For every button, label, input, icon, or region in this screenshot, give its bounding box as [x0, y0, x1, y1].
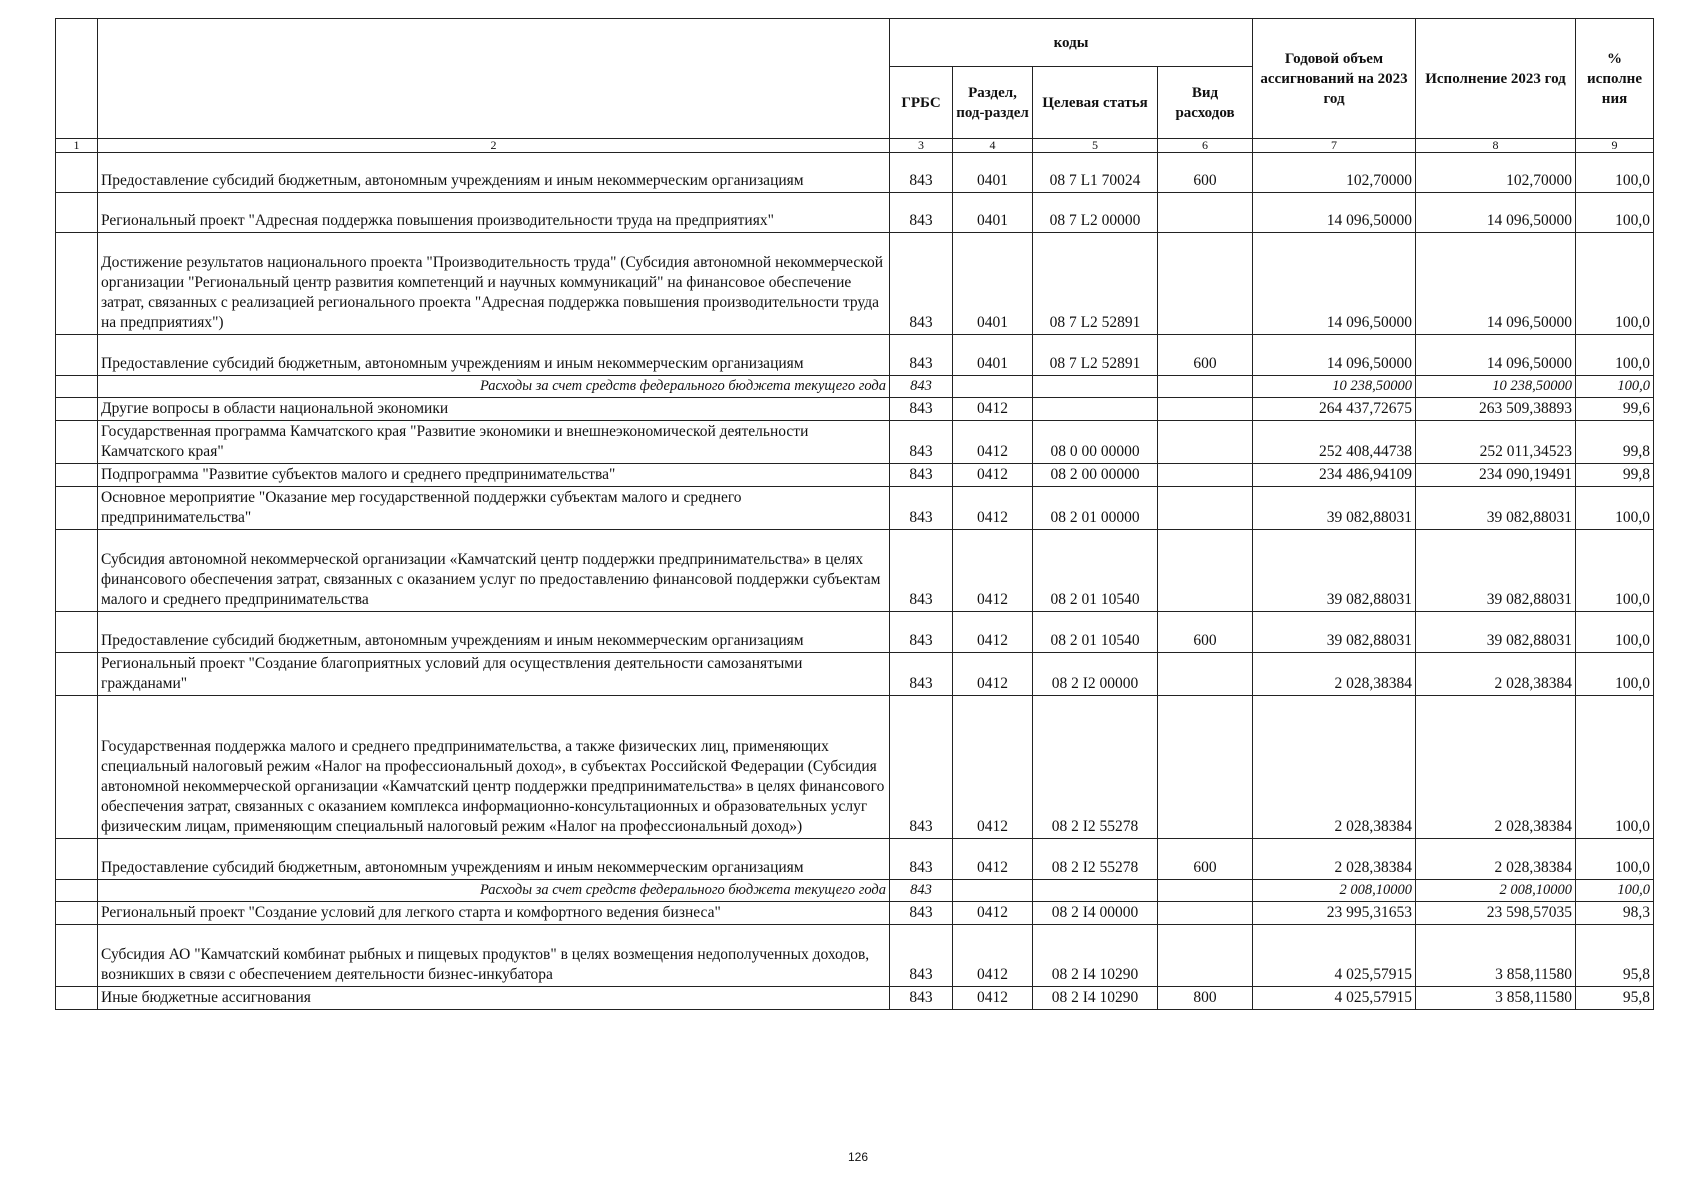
- header-execution: Исполнение 2023 год: [1416, 19, 1576, 139]
- annual-cell: 102,70000: [1253, 153, 1416, 193]
- execution-cell: 263 509,38893: [1416, 398, 1576, 421]
- header-annual: Годовой объем ассигнований на 2023 год: [1253, 19, 1416, 139]
- execution-cell: 3 858,11580: [1416, 987, 1576, 1010]
- column-number: 6: [1158, 139, 1253, 153]
- grbs-cell: 843: [890, 653, 953, 696]
- header-grbs: ГРБС: [890, 67, 953, 139]
- row-number-cell: [56, 464, 98, 487]
- row-number-cell: [56, 153, 98, 193]
- row-name-cell: Подпрограмма "Развитие субъектов малого и среднего предпринимательства": [98, 464, 890, 487]
- column-number: 4: [953, 139, 1033, 153]
- row-number-cell: [56, 902, 98, 925]
- percent-cell: 100,0: [1576, 612, 1654, 653]
- annual-cell: 14 096,50000: [1253, 193, 1416, 233]
- grbs-cell: 843: [890, 925, 953, 987]
- execution-cell: 234 090,19491: [1416, 464, 1576, 487]
- grbs-cell: 843: [890, 153, 953, 193]
- grbs-cell: 843: [890, 696, 953, 839]
- section-cell: 0412: [953, 487, 1033, 530]
- section-cell: 0412: [953, 421, 1033, 464]
- row-number-cell: [56, 987, 98, 1010]
- column-number: 2: [98, 139, 890, 153]
- execution-cell: 3 858,11580: [1416, 925, 1576, 987]
- table-row: [56, 398, 1654, 421]
- percent-cell: 98,3: [1576, 902, 1654, 925]
- percent-cell: 100,0: [1576, 696, 1654, 839]
- annual-cell: 2 028,38384: [1253, 696, 1416, 839]
- percent-cell: 100,0: [1576, 335, 1654, 376]
- execution-cell: 2 028,38384: [1416, 653, 1576, 696]
- column-number: 1: [56, 139, 98, 153]
- row-name-cell: Расходы за счет средств федерального бюджета текущего года: [98, 376, 890, 398]
- row-number-cell: [56, 880, 98, 902]
- execution-cell: 10 238,50000: [1416, 376, 1576, 398]
- table-row: [56, 612, 1654, 653]
- row-number-cell: [56, 653, 98, 696]
- annual-cell: 2 028,38384: [1253, 839, 1416, 880]
- row-number-cell: [56, 530, 98, 612]
- percent-cell: 99,8: [1576, 421, 1654, 464]
- table-row: [56, 335, 1654, 376]
- execution-cell: 252 011,34523: [1416, 421, 1576, 464]
- annual-cell: 10 238,50000: [1253, 376, 1416, 398]
- row-name-cell: Государственная программа Камчатского края "Развитие экономики и внешнеэкономической деятельности Камчатского края": [98, 421, 890, 464]
- annual-cell: 2 008,10000: [1253, 880, 1416, 902]
- annual-cell: 4 025,57915: [1253, 987, 1416, 1010]
- execution-cell: 2 028,38384: [1416, 839, 1576, 880]
- row-name-cell: Предоставление субсидий бюджетным, автономным учреждениям и иным некоммерческим организациям: [98, 153, 890, 193]
- section-cell: 0412: [953, 398, 1033, 421]
- kind-cell: [1158, 464, 1253, 487]
- table-row: [56, 487, 1654, 530]
- kind-cell: [1158, 902, 1253, 925]
- row-number-cell: [56, 839, 98, 880]
- grbs-cell: 843: [890, 530, 953, 612]
- percent-cell: 95,8: [1576, 987, 1654, 1010]
- row-name-cell: Достижение результатов национального проекта "Производительность труда" (Субсидия автономной некоммерческой организации "Региональный центр развития компетенций и научных коммуникаций" на финансовое обеспечение затрат, связанных с реализацией регионального проекта "Адресная поддержка повышения производительности труда на предприятиях"): [98, 233, 890, 335]
- table-row: [56, 902, 1654, 925]
- table-row: [56, 193, 1654, 233]
- section-cell: [953, 880, 1033, 902]
- kind-cell: 800: [1158, 987, 1253, 1010]
- row-name-cell: Региональный проект "Адресная поддержка повышения производительности труда на предприятиях": [98, 193, 890, 233]
- percent-cell: 100,0: [1576, 376, 1654, 398]
- section-cell: 0412: [953, 464, 1033, 487]
- percent-cell: 99,8: [1576, 464, 1654, 487]
- execution-cell: 39 082,88031: [1416, 612, 1576, 653]
- execution-cell: 39 082,88031: [1416, 530, 1576, 612]
- grbs-cell: 843: [890, 398, 953, 421]
- column-number: 9: [1576, 139, 1654, 153]
- target-cell: 08 2 I4 10290: [1033, 925, 1158, 987]
- section-cell: 0412: [953, 987, 1033, 1010]
- annual-cell: 39 082,88031: [1253, 612, 1416, 653]
- annual-cell: 39 082,88031: [1253, 487, 1416, 530]
- target-cell: [1033, 398, 1158, 421]
- kind-cell: 600: [1158, 153, 1253, 193]
- table-row: [56, 880, 1654, 902]
- target-cell: 08 2 01 10540: [1033, 530, 1158, 612]
- annual-cell: 39 082,88031: [1253, 530, 1416, 612]
- column-number: 3: [890, 139, 953, 153]
- row-number-cell: [56, 696, 98, 839]
- target-cell: 08 7 L2 52891: [1033, 335, 1158, 376]
- row-name-cell: Иные бюджетные ассигнования: [98, 987, 890, 1010]
- kind-cell: 600: [1158, 335, 1253, 376]
- row-name-cell: Предоставление субсидий бюджетным, автономным учреждениям и иным некоммерческим организациям: [98, 612, 890, 653]
- section-cell: 0412: [953, 696, 1033, 839]
- header-section: Раздел, под-раздел: [953, 67, 1033, 139]
- row-number-cell: [56, 421, 98, 464]
- kind-cell: 600: [1158, 839, 1253, 880]
- table-row: [56, 653, 1654, 696]
- row-name-cell: Субсидия АО "Камчатский комбинат рыбных и пищевых продуктов" в целях возмещения недополученных доходов, возникших в связи с обеспечением деятельности бизнес-инкубатора: [98, 925, 890, 987]
- grbs-cell: 843: [890, 376, 953, 398]
- execution-cell: 14 096,50000: [1416, 233, 1576, 335]
- table-row: [56, 153, 1654, 193]
- row-name-cell: Субсидия автономной некоммерческой организации «Камчатский центр поддержки предпринимательства» в целях финансового обеспечения затрат, связанных с оказанием услуг по предоставлению финансовой поддержки субъектам малого и среднего предпринимательства: [98, 530, 890, 612]
- row-name-cell: Предоставление субсидий бюджетным, автономным учреждениям и иным некоммерческим организациям: [98, 335, 890, 376]
- annual-cell: 23 995,31653: [1253, 902, 1416, 925]
- execution-cell: 23 598,57035: [1416, 902, 1576, 925]
- grbs-cell: 843: [890, 193, 953, 233]
- percent-cell: 100,0: [1576, 193, 1654, 233]
- row-name-cell: Государственная поддержка малого и среднего предпринимательства, а также физических лиц, применяющих специальный налоговый режим «Налог на профессиональный доход», в субъектах Российской Федерации (Субсидия автономной некоммерческой организации «Камчатский центр поддержки предпринимательства» в целях финансового обеспечения затрат, связанных с оказанием комплекса информационно-консультационных и образовательных услуг физическим лицам, применяющим специальный налоговый режим «Налог на профессиональный доход»): [98, 696, 890, 839]
- table-row: [56, 421, 1654, 464]
- row-number-cell: [56, 335, 98, 376]
- header-blank-num: [56, 19, 98, 139]
- row-number-cell: [56, 398, 98, 421]
- section-cell: 0401: [953, 153, 1033, 193]
- grbs-cell: 843: [890, 987, 953, 1010]
- target-cell: 08 7 L1 70024: [1033, 153, 1158, 193]
- grbs-cell: 843: [890, 233, 953, 335]
- kind-cell: 600: [1158, 612, 1253, 653]
- grbs-cell: 843: [890, 335, 953, 376]
- column-number: 8: [1416, 139, 1576, 153]
- section-cell: 0401: [953, 193, 1033, 233]
- kind-cell: [1158, 233, 1253, 335]
- annual-cell: 14 096,50000: [1253, 233, 1416, 335]
- column-number: 7: [1253, 139, 1416, 153]
- execution-cell: 14 096,50000: [1416, 335, 1576, 376]
- percent-cell: 100,0: [1576, 880, 1654, 902]
- section-cell: 0412: [953, 839, 1033, 880]
- column-number: 5: [1033, 139, 1158, 153]
- kind-cell: [1158, 530, 1253, 612]
- section-cell: 0412: [953, 653, 1033, 696]
- header-codes: коды: [890, 19, 1253, 67]
- grbs-cell: 843: [890, 421, 953, 464]
- kind-cell: [1158, 487, 1253, 530]
- kind-cell: [1158, 696, 1253, 839]
- header-kind: Вид расходов: [1158, 67, 1253, 139]
- table-row: [56, 376, 1654, 398]
- table-row: [56, 530, 1654, 612]
- execution-cell: 14 096,50000: [1416, 193, 1576, 233]
- grbs-cell: 843: [890, 880, 953, 902]
- row-name-cell: Предоставление субсидий бюджетным, автономным учреждениям и иным некоммерческим организациям: [98, 839, 890, 880]
- section-cell: 0401: [953, 233, 1033, 335]
- annual-cell: 4 025,57915: [1253, 925, 1416, 987]
- table-body: [56, 153, 1654, 1010]
- table-row: [56, 987, 1654, 1010]
- target-cell: 08 2 I2 55278: [1033, 696, 1158, 839]
- execution-cell: 39 082,88031: [1416, 487, 1576, 530]
- annual-cell: 2 028,38384: [1253, 653, 1416, 696]
- page-number: 126: [847, 1150, 869, 1164]
- table-row: [56, 925, 1654, 987]
- kind-cell: [1158, 421, 1253, 464]
- target-cell: 08 2 I2 00000: [1033, 653, 1158, 696]
- row-name-cell: Расходы за счет средств федерального бюджета текущего года: [98, 880, 890, 902]
- percent-cell: 99,6: [1576, 398, 1654, 421]
- kind-cell: [1158, 925, 1253, 987]
- target-cell: 08 2 I2 55278: [1033, 839, 1158, 880]
- annual-cell: 234 486,94109: [1253, 464, 1416, 487]
- section-cell: 0412: [953, 530, 1033, 612]
- grbs-cell: 843: [890, 612, 953, 653]
- grbs-cell: 843: [890, 839, 953, 880]
- table-row: [56, 464, 1654, 487]
- section-cell: [953, 376, 1033, 398]
- row-number-cell: [56, 193, 98, 233]
- annual-cell: 264 437,72675: [1253, 398, 1416, 421]
- section-cell: 0412: [953, 902, 1033, 925]
- execution-cell: 2 028,38384: [1416, 696, 1576, 839]
- percent-cell: 100,0: [1576, 153, 1654, 193]
- row-number-cell: [56, 925, 98, 987]
- target-cell: [1033, 880, 1158, 902]
- annual-cell: 252 408,44738: [1253, 421, 1416, 464]
- row-name-cell: Основное мероприятие "Оказание мер государственной поддержки субъектам малого и среднего предпринимательства": [98, 487, 890, 530]
- target-cell: 08 7 L2 00000: [1033, 193, 1158, 233]
- row-number-cell: [56, 233, 98, 335]
- table-row: [56, 233, 1654, 335]
- header-blank-name: [98, 19, 890, 139]
- grbs-cell: 843: [890, 464, 953, 487]
- header-target: Целевая статья: [1033, 67, 1158, 139]
- row-number-cell: [56, 487, 98, 530]
- percent-cell: 100,0: [1576, 487, 1654, 530]
- header-percent: % исполне ния: [1576, 19, 1654, 139]
- row-number-cell: [56, 612, 98, 653]
- kind-cell: [1158, 880, 1253, 902]
- row-name-cell: Региональный проект "Создание благоприятных условий для осуществления деятельности самозанятыми гражданами": [98, 653, 890, 696]
- execution-cell: 102,70000: [1416, 153, 1576, 193]
- row-number-cell: [56, 376, 98, 398]
- target-cell: 08 2 I4 00000: [1033, 902, 1158, 925]
- target-cell: 08 7 L2 52891: [1033, 233, 1158, 335]
- kind-cell: [1158, 653, 1253, 696]
- table-row: [56, 696, 1654, 839]
- column-number-row: [56, 139, 1654, 153]
- section-cell: 0412: [953, 612, 1033, 653]
- section-cell: 0412: [953, 925, 1033, 987]
- table-row: [56, 839, 1654, 880]
- target-cell: 08 0 00 00000: [1033, 421, 1158, 464]
- kind-cell: [1158, 376, 1253, 398]
- percent-cell: 100,0: [1576, 653, 1654, 696]
- percent-cell: 100,0: [1576, 530, 1654, 612]
- budget-table: [55, 18, 1654, 1010]
- percent-cell: 100,0: [1576, 839, 1654, 880]
- target-cell: 08 2 00 00000: [1033, 464, 1158, 487]
- annual-cell: 14 096,50000: [1253, 335, 1416, 376]
- kind-cell: [1158, 193, 1253, 233]
- percent-cell: 95,8: [1576, 925, 1654, 987]
- section-cell: 0401: [953, 335, 1033, 376]
- percent-cell: 100,0: [1576, 233, 1654, 335]
- execution-cell: 2 008,10000: [1416, 880, 1576, 902]
- kind-cell: [1158, 398, 1253, 421]
- target-cell: 08 2 01 00000: [1033, 487, 1158, 530]
- grbs-cell: 843: [890, 902, 953, 925]
- target-cell: 08 2 01 10540: [1033, 612, 1158, 653]
- grbs-cell: 843: [890, 487, 953, 530]
- target-cell: [1033, 376, 1158, 398]
- row-name-cell: Другие вопросы в области национальной экономики: [98, 398, 890, 421]
- row-name-cell: Региональный проект "Создание условий для легкого старта и комфортного ведения бизнеса": [98, 902, 890, 925]
- target-cell: 08 2 I4 10290: [1033, 987, 1158, 1010]
